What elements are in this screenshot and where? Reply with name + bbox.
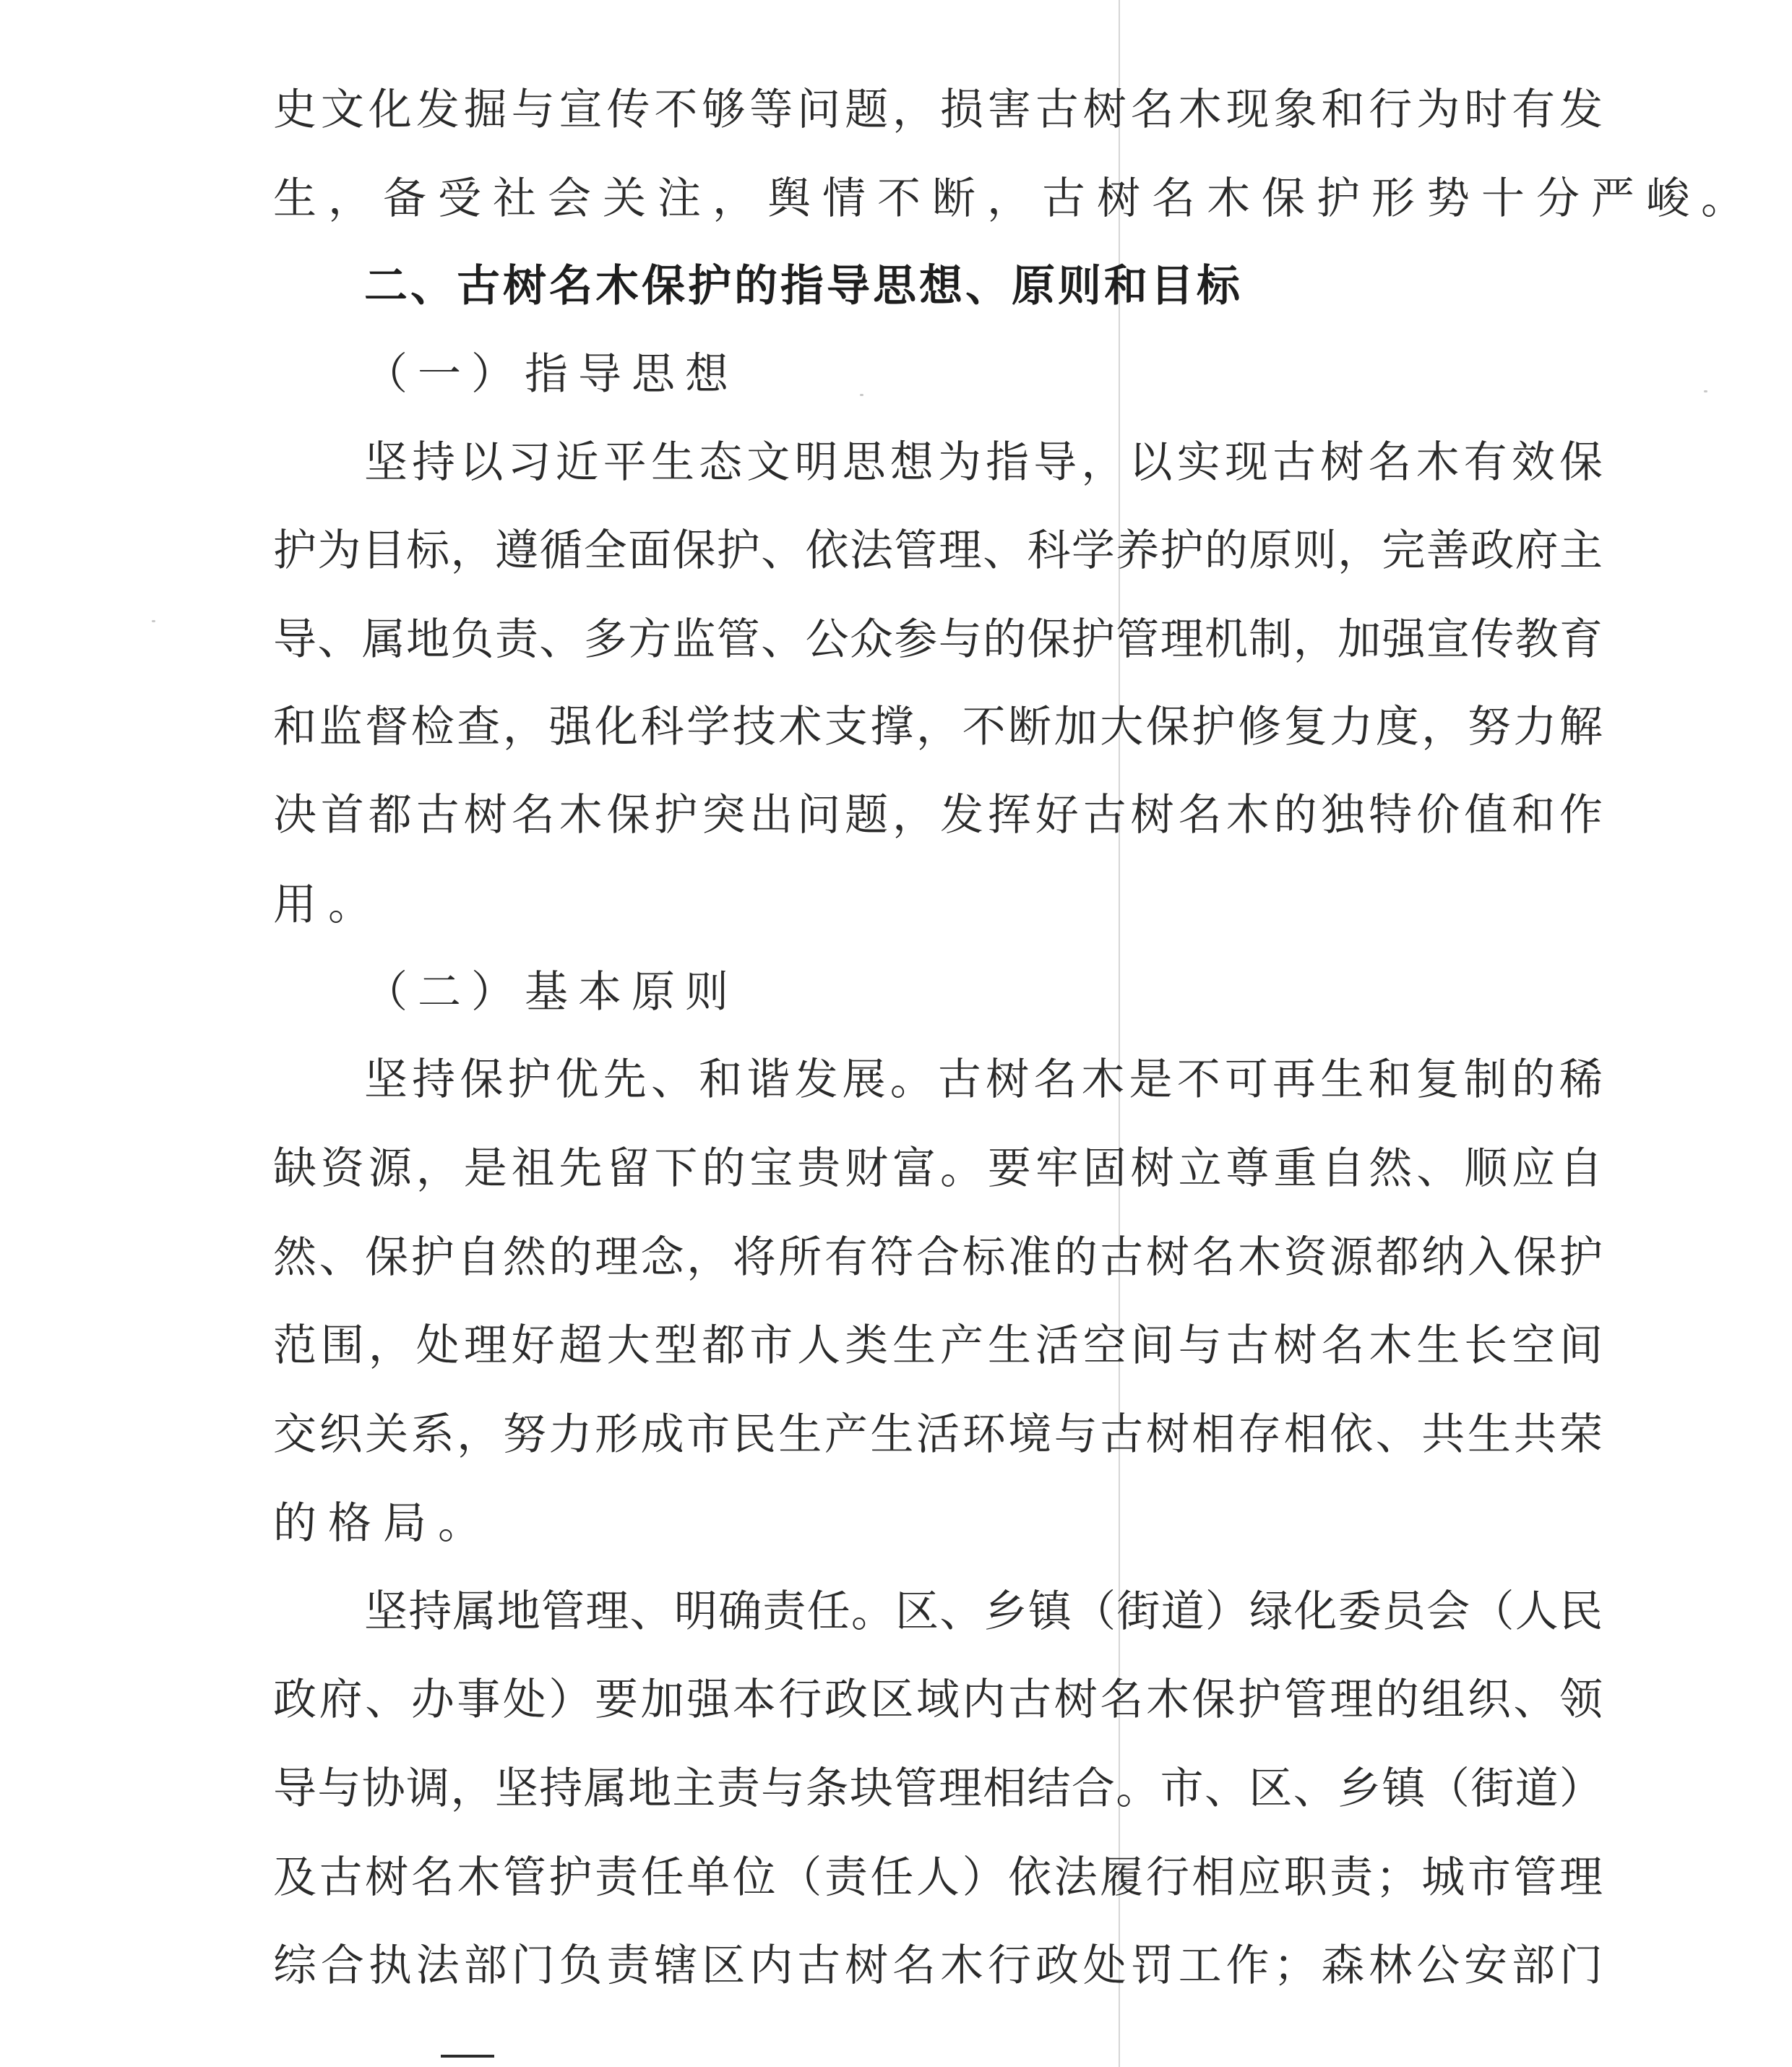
page-number-dash [441, 2055, 494, 2058]
body-line: 护为目标，遵循全面保护、依法管理、科学养护的原则，完善政府主 [273, 525, 1603, 576]
body-line: 用。 [273, 880, 383, 930]
subsection-heading: （一）指导思想 [364, 349, 738, 400]
body-line: 和监督检查，强化科学技术支撑，不断加大保护修复力度，努力解 [273, 702, 1603, 752]
body-line: 决首都古树名木保护突出问题，发挥好古树名木的独特价值和作 [273, 790, 1603, 841]
body-line: 范围，处理好超大型都市人类生产生活空间与古树名木生长空间 [273, 1320, 1603, 1371]
body-line: 政府、办事处）要加强本行政区域内古树名木保护管理的组织、领 [273, 1675, 1603, 1725]
body-line: 然、保护自然的理念，将所有符合标准的古树名木资源都纳入保护 [273, 1232, 1603, 1283]
body-line: 坚持以习近平生态文明思想为指导，以实现古树名木有效保 [364, 437, 1603, 488]
body-line: 史文化发掘与宣传不够等问题，损害古树名木现象和行为时有发 [273, 85, 1603, 135]
subsection-heading: （二）基本原则 [364, 967, 738, 1018]
body-line: 交织关系，努力形成市民生产生活环境与古树相存相依、共生共荣 [273, 1409, 1603, 1460]
body-line: 缺资源，是祖先留下的宝贵财富。要牢固树立尊重自然、顺应自 [273, 1143, 1603, 1194]
section-heading: 二、古树名木保护的指导思想、原则和目标 [364, 261, 1243, 311]
body-line: 导、属地负责、多方监管、公众参与的保护管理机制，加强宣传教育 [273, 614, 1603, 665]
body-line: 坚持保护优先、和谐发展。古树名木是不可再生和复制的稀 [364, 1054, 1603, 1105]
body-line: 导与协调，坚持属地主责与条块管理相结合。市、区、乡镇（街道） [273, 1763, 1603, 1814]
body-line: 坚持属地管理、明确责任。区、乡镇（街道）绿化委员会（人民 [364, 1586, 1603, 1637]
body-line: 及古树名木管护责任单位（责任人）依法履行相应职责；城市管理 [273, 1852, 1603, 1903]
scan-speck [152, 620, 155, 622]
body-line: 综合执法部门负责辖区内古树名木行政处罚工作；森林公安部门 [273, 1941, 1603, 1991]
body-line: 的格局。 [273, 1498, 493, 1549]
body-line: 生，备受社会关注，舆情不断，古树名木保护形势十分严峻。 [273, 173, 1756, 224]
scan-speck [1704, 390, 1707, 392]
